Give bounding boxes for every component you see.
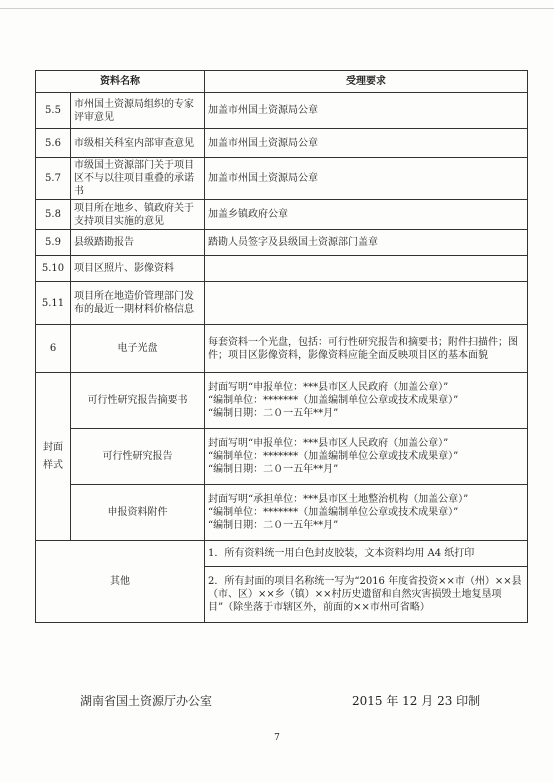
- row-number: 5.5: [36, 93, 71, 129]
- table-row: [36, 129, 528, 158]
- cover-item-requirement: [205, 485, 528, 541]
- cover-line: 封面写明“承担单位：***县市区土地整治机构（加盖公章）”: [208, 494, 469, 505]
- other-row: [36, 541, 528, 567]
- cover-line: “编制日期：二０一五年**月”: [208, 520, 339, 531]
- cover-item-name: 可行性研究报告摘要书: [71, 373, 205, 429]
- other-item: 1．所有资料统一用白色封皮胶装，文本资料均用 A4 纸打印: [205, 541, 528, 567]
- row-number: 5.10: [36, 256, 71, 282]
- table-header-row: [36, 71, 528, 93]
- cover-line: “编制日期：二０一五年**月”: [208, 464, 339, 475]
- row-number: 5.11: [36, 282, 71, 325]
- other-item: 2．所有封面的项目名称统一写为“2016 年度省投资××市（州）××县（市、区）××乡（镇）××村历史遗留和自然灾害损毁土地复垦项目”（除坐落于市辖区外，前面的××市州可省略）: [205, 567, 528, 623]
- row-requirement: 加盖市州国土资源局公章: [205, 93, 528, 129]
- requirements-table: [35, 70, 528, 623]
- row-requirement: [205, 282, 528, 325]
- table-row: [36, 200, 528, 230]
- row-name: 县级踏勘报告: [71, 230, 205, 256]
- cover-line: “编制单位：*******（加盖编制单位公章或技术成果章）”: [208, 395, 459, 406]
- row-name: 项目所在地造价管理部门发布的最近一期材料价格信息: [71, 282, 205, 325]
- table-row: [36, 325, 528, 373]
- cover-item-requirement: [205, 429, 528, 485]
- other-label: 其他: [36, 541, 205, 623]
- row-number: 5.8: [36, 200, 71, 230]
- cover-item-name: 申报资料附件: [71, 485, 205, 541]
- cover-row: [36, 429, 528, 485]
- row-requirement: 加盖乡镇政府公章: [205, 200, 528, 230]
- cover-line: “编制单位：*******（加盖编制单位公章或技术成果章）”: [208, 507, 459, 518]
- scan-edge-line: [0, 8, 554, 9]
- row-name: 电子光盘: [71, 325, 205, 373]
- row-number: 6: [36, 325, 71, 373]
- row-name: 项目区照片、影像资料: [71, 256, 205, 282]
- cover-item-requirement: [205, 373, 528, 429]
- table-row: [36, 93, 528, 129]
- cover-row: [36, 485, 528, 541]
- cover-line: “编制单位：*******（加盖编制单位公章或技术成果章）”: [208, 451, 459, 462]
- header-name: 资料名称: [36, 71, 205, 93]
- table-row: [36, 230, 528, 256]
- row-name: 项目所在地乡、镇政府关于支持项目实施的意见: [71, 200, 205, 230]
- table-row: [36, 256, 528, 282]
- table-row: [36, 282, 528, 325]
- row-requirement: 加盖市州国土资源局公章: [205, 129, 528, 158]
- row-requirement: 每套资料一个光盘，包括：可行性研究报告和摘要书；附件扫描件；图件；项目区影像资料，影像资料应能全面反映项目区的基本面貌: [205, 325, 528, 373]
- cover-item-name: 可行性研究报告: [71, 429, 205, 485]
- cover-line: 封面写明“申报单位：***县市区人民政府（加盖公章）”: [208, 438, 449, 449]
- row-name: 市州国土资源局组织的专家评审意见: [71, 93, 205, 129]
- row-requirement: [205, 256, 528, 282]
- row-name: 市级国土资源部门关于项目区不与以往项目重叠的承诺书: [71, 158, 205, 200]
- row-name: 市级相关科室内部审查意见: [71, 129, 205, 158]
- row-number: 5.6: [36, 129, 71, 158]
- cover-line: 封面写明“申报单位：***县市区人民政府（加盖公章）”: [208, 382, 449, 393]
- table-row: [36, 158, 528, 200]
- row-requirement: 踏勘人员签字及县级国土资源部门盖章: [205, 230, 528, 256]
- cover-style-label: 封面样式: [36, 373, 71, 541]
- page-number: 7: [274, 733, 280, 743]
- cover-row: [36, 373, 528, 429]
- footer-print-date: 2015 年 12 月 23 印制: [352, 694, 481, 708]
- row-number: 5.9: [36, 230, 71, 256]
- row-number: 5.7: [36, 158, 71, 200]
- header-requirement: 受理要求: [205, 71, 528, 93]
- cover-line: “编制日期：二０一五年**月”: [208, 408, 339, 419]
- footer-issuer: 湖南省国土资源厅办公室: [80, 694, 213, 708]
- row-requirement: 加盖市州国土资源局公章: [205, 158, 528, 200]
